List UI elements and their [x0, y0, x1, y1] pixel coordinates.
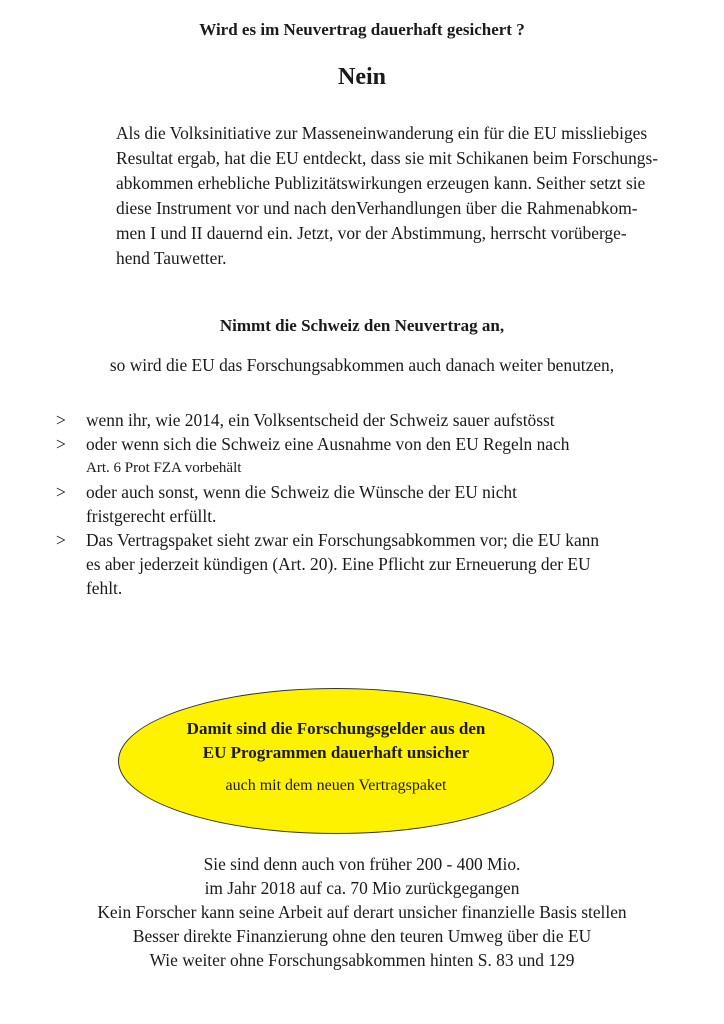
- intro-paragraph: [116, 121, 668, 271]
- closing-block: [0, 852, 724, 972]
- intro-line: Resultat ergab, hat die EU entdeckt, dass sie mit Schikanen beim Forschungs-: [116, 148, 659, 168]
- callout-line: Damit sind die Forschungsgelder aus den: [186, 719, 486, 738]
- intro-line: men I und II dauernd ein. Jetzt, vor der Abstimmung, herrscht vorüberge-: [116, 223, 627, 243]
- closing-line: Kein Forscher kann seine Arbeit auf derart unsicher finanzielle Basis stellen: [97, 902, 627, 922]
- list-item-text: fristgerecht erfüllt.: [86, 506, 217, 526]
- list-item-reference: Art. 6 Prot FZA vorbehält: [86, 460, 242, 476]
- list-item: [56, 408, 676, 432]
- closing-line: Sie sind denn auch von früher 200 - 400 Mio.: [203, 854, 521, 874]
- bullet-marker: >: [56, 530, 66, 550]
- list-item-text: es aber jederzeit kündigen (Art. 20). Eine Pflicht zur Erneuerung der EU: [86, 554, 591, 574]
- page-question-heading: Wird es im Neuvertrag dauerhaft gesichert ?: [199, 20, 525, 39]
- callout-subline: auch mit dem neuen Vertragspaket: [225, 777, 447, 794]
- list-item-text: fehlt.: [86, 578, 123, 598]
- list-item-text: wenn ihr, wie 2014, ein Volksentscheid der Schweiz sauer aufstösst: [86, 410, 555, 430]
- closing-line: Wie weiter ohne Forschungsabkommen hinten S. 83 und 129: [149, 950, 575, 970]
- list-item: [56, 480, 676, 528]
- bullet-marker: >: [56, 410, 66, 430]
- closing-line: Besser direkte Finanzierung ohne den teuren Umweg über die EU: [132, 926, 592, 946]
- intro-line: abkommen erhebliche Publizitätswirkungen erzeugen kann. Seither setzt sie: [116, 173, 646, 193]
- list-item-text: oder wenn sich die Schweiz eine Ausnahme von den EU Regeln nach: [86, 434, 570, 454]
- callout-line: EU Programmen dauerhaft unsicher: [202, 743, 470, 762]
- bullet-marker: >: [56, 434, 66, 454]
- intro-line: Als die Volksinitiative zur Masseneinwanderung ein für die EU missliebiges: [116, 123, 648, 143]
- section-heading: Nimmt die Schweiz den Neuvertrag an,: [219, 316, 505, 335]
- list-item-text: Das Vertragspaket sieht zwar ein Forschungsabkommen vor; die EU kann: [86, 530, 600, 550]
- intro-line: diese Instrument vor und nach denVerhandlungen über die Rahmenabkom-: [116, 198, 638, 218]
- bullet-marker: >: [56, 482, 66, 502]
- closing-line: im Jahr 2018 auf ca. 70 Mio zurückgegangen: [204, 878, 520, 898]
- list-item: [56, 432, 676, 480]
- list-item: [56, 528, 676, 600]
- list-item-text: oder auch sonst, wenn die Schweiz die Wünsche der EU nicht: [86, 482, 517, 502]
- callout-ellipse: [118, 688, 554, 834]
- consequence-list: [56, 408, 676, 600]
- intro-line: hend Tauwetter.: [116, 248, 227, 268]
- section-lead: so wird die EU das Forschungsabkommen auch danach weiter benutzen,: [109, 355, 615, 375]
- answer-heading: Nein: [338, 64, 386, 90]
